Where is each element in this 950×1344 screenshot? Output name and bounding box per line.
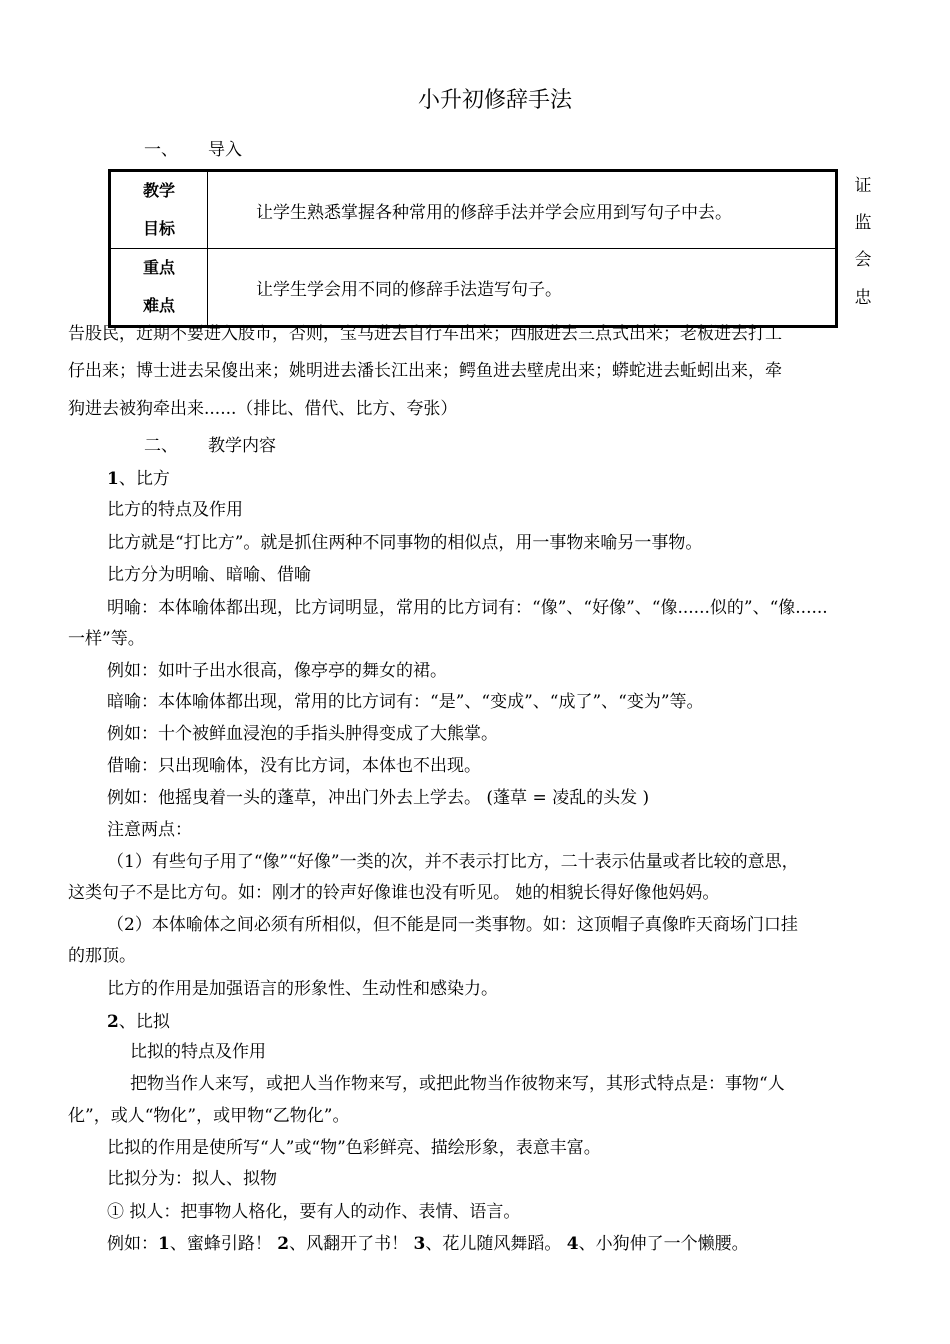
objective-label-a: 教学 — [142, 181, 175, 200]
s1-definition: 比方就是“打比方”。就是抓住两种不同事物的相似点，用一事物来喻另一事物。 — [107, 533, 703, 553]
s2-example-lead: 例如： — [107, 1234, 158, 1254]
section-2-label: 教学内容 — [208, 436, 276, 456]
s2-definition-line2: 化”，或人“物化”，或甲物“乙物化”。 — [68, 1106, 350, 1126]
s1-note1-line2: 这类句子不是比方句。如：刚才的铃声好像谁也没有听见。 她的相貌长得好像他妈妈。 — [68, 883, 720, 903]
intro-line: 告股民，近期不要进入股市，否则，宝马进去自行车出来；西服进去三点式出来；老板进去打工 — [68, 324, 782, 344]
objective-label-b: 目标 — [142, 219, 175, 238]
s1-example-1: 例如：如叶子出水很高，像亭亭的舞女的裙。 — [107, 661, 447, 681]
s1-example-2: 例如：十个被鲜血浸泡的手指头肿得变成了大熊掌。 — [107, 724, 498, 744]
s2-example-text: 、风翻开了书！ — [289, 1234, 409, 1254]
section-1-heading — [144, 140, 242, 160]
s1-mingyu-line1: 明喻：本体喻体都出现，比方词明显，常用的比方词有：“像”、“好像”、“像......似的”、“像...... — [107, 598, 828, 618]
section-1-number: 一、 — [144, 140, 178, 160]
subsection-1-number: 1 — [107, 469, 119, 489]
s2-types: 比拟分为：拟人、拟物 — [107, 1169, 277, 1189]
side-char: 忠 — [854, 288, 872, 308]
s1-effect: 比方的作用是加强语言的形象性、生动性和感染力。 — [107, 979, 498, 999]
s2-niren: ① 拟人：把事物人格化，要有人的动作、表情、语言。 — [107, 1202, 521, 1222]
s1-note2-line2: 的那顶。 — [68, 946, 136, 966]
objective-text: 让学生熟悉掌握各种常用的修辞手法并学会应用到写句子中去。 — [208, 171, 837, 249]
s1-notes: 注意两点： — [107, 820, 192, 840]
s1-note1-line1: （1）有些句子用了“像”“好像”一类的次，并不表示打比方，二十表示估量或者比较的意思， — [107, 852, 799, 872]
keypoint-label-a: 重点 — [142, 258, 175, 277]
s2-example-number: 4 — [566, 1234, 579, 1254]
objectives-table — [108, 169, 838, 328]
subsection-1-heading — [107, 469, 170, 489]
s1-mingyu-line2: 一样”等。 — [68, 629, 145, 649]
s1-jieyu: 借喻：只出现喻体，没有比方词，本体也不出现。 — [107, 756, 481, 776]
s2-example-text: 、小狗伸了一个懒腰。 — [578, 1234, 749, 1254]
keypoint-label-cell — [110, 249, 208, 327]
s1-note2-line1: （2）本体喻体之间必须有所相似，但不能是同一类事物。如：这顶帽子真像昨天商场门口挂 — [107, 915, 798, 935]
subsection-1-title: 、比方 — [118, 469, 170, 489]
s2-examples — [107, 1234, 749, 1254]
intro-line: 仔出来；博士进去呆傻出来；姚明进去潘长江出来；鳄鱼进去壁虎出来；蟒蛇进去蚯蚓出来，牵 — [68, 361, 782, 381]
side-char: 会 — [854, 250, 872, 270]
subsection-2-title: 、比拟 — [118, 1012, 170, 1032]
section-2-heading — [144, 436, 276, 456]
s2-feature: 比拟的特点及作用 — [130, 1042, 266, 1062]
subsection-2-heading — [107, 1012, 170, 1032]
intro-line: 狗进去被狗牵出来......（排比、借代、比方、夸张） — [68, 399, 458, 419]
objective-label-cell — [110, 171, 208, 249]
side-char: 证 — [854, 176, 872, 196]
s2-example-text: 、蜜蜂引路！ — [169, 1234, 272, 1254]
keypoint-text: 让学生学会用不同的修辞手法造写句子。 — [208, 249, 837, 327]
table-row — [110, 249, 837, 327]
keypoint-label-b: 难点 — [142, 296, 175, 315]
s2-effect: 比拟的作用是使所写“人”或“物”色彩鲜亮、描绘形象，表意丰富。 — [107, 1138, 601, 1158]
s2-example-number: 2 — [277, 1234, 290, 1254]
side-char: 监 — [854, 213, 872, 233]
section-2-number: 二、 — [144, 436, 178, 456]
s2-definition-line1: 把物当作人来写，或把人当作物来写，或把此物当作彼物来写，其形式特点是：事物“人 — [130, 1074, 785, 1094]
s1-anyu: 暗喻：本体喻体都出现，常用的比方词有：“是”、“变成”、“成了”、“变为”等。 — [107, 692, 704, 712]
s1-types: 比方分为明喻、暗喻、借喻 — [107, 565, 311, 585]
s2-example-text: 、花儿随风舞蹈。 — [425, 1234, 562, 1254]
s2-example-number: 3 — [413, 1234, 426, 1254]
s1-example-3: 例如：他摇曳着一头的蓬草，冲出门外去上学去。 (蓬草 = 凌乱的头发 ) — [107, 788, 650, 808]
subsection-2-number: 2 — [107, 1012, 119, 1032]
s1-feature: 比方的特点及作用 — [107, 500, 243, 520]
section-1-label: 导入 — [208, 140, 242, 160]
s2-example-number: 1 — [158, 1234, 170, 1254]
table-row — [110, 171, 837, 249]
page-title: 小升初修辞手法 — [418, 88, 573, 113]
